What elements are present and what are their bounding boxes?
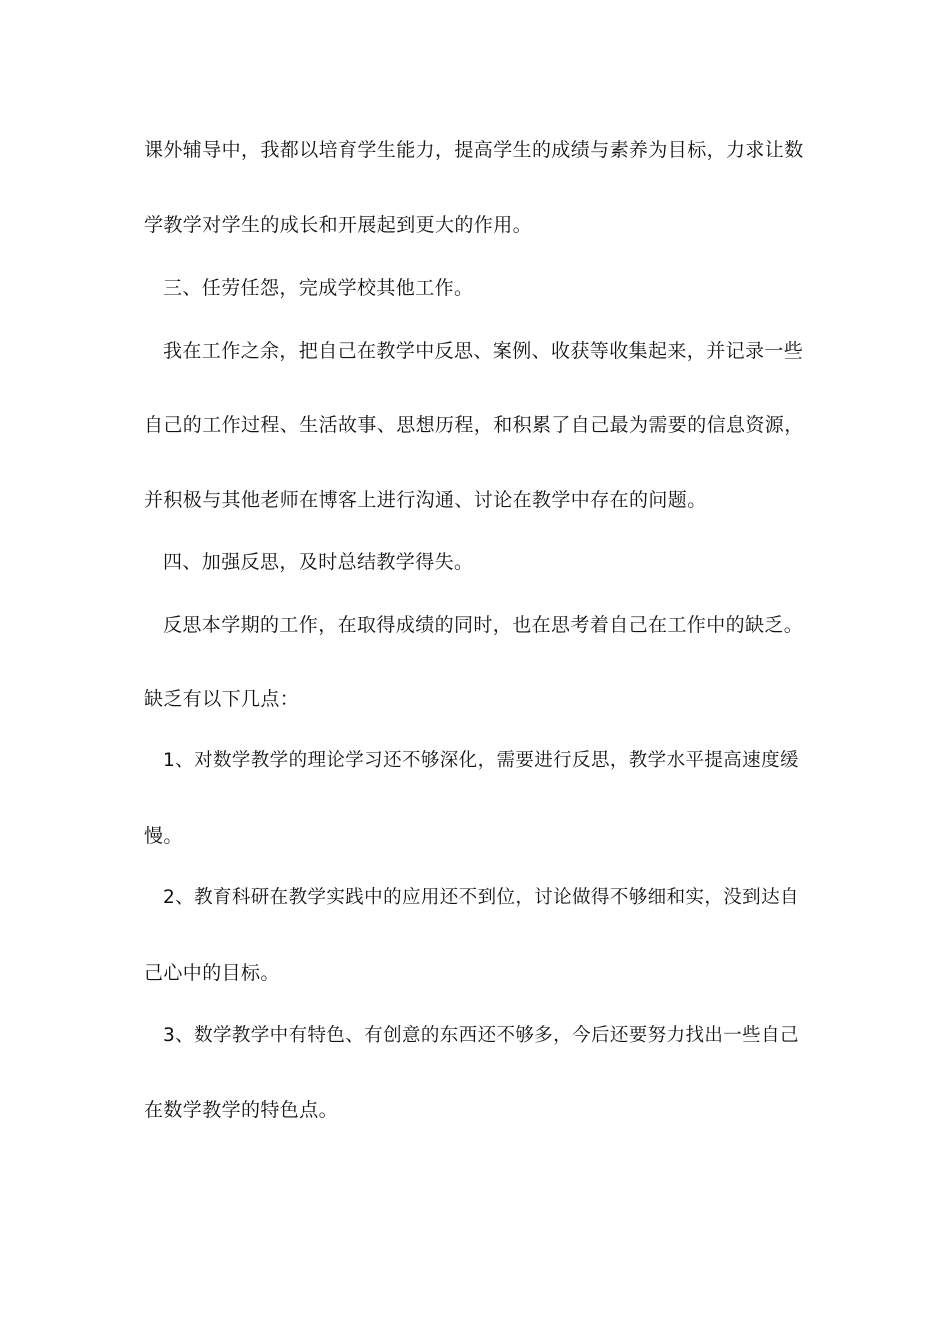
text-line: 学教学对学生的成长和开展起到更大的作用。 xyxy=(144,214,533,236)
paragraph-start: 反思本学期的工作，在取得成绩的同时，也在思考着自己在工作中的缺乏。 xyxy=(163,614,804,636)
list-item: 1、对数学教学的理论学习还不够深化，需要进行反思，教学水平提高速度缓 xyxy=(163,750,799,771)
text-line: 并积极与其他老师在博客上进行沟通、讨论在教学中存在的问题。 xyxy=(144,489,707,511)
text-line: 自己的工作过程、生活故事、思想历程，和积累了自己最为需要的信息资源， xyxy=(144,414,804,436)
text-line: 课外辅导中，我都以培育学生能力，提高学生的成绩与素养为目标，力求让数 xyxy=(144,139,804,161)
section-heading: 三、任劳任怨，完成学校其他工作。 xyxy=(163,277,474,299)
paragraph-start: 我在工作之余，把自己在教学中反思、案例、收获等收集起来，并记录一些 xyxy=(163,340,804,362)
text-line: 慢。 xyxy=(144,825,183,847)
text-line: 缺乏有以下几点： xyxy=(144,688,300,710)
section-heading: 四、加强反思，及时总结教学得失。 xyxy=(163,551,474,573)
list-item: 2、教育科研在教学实践中的应用还不到位，讨论做得不够细和实，没到达自 xyxy=(163,887,799,908)
text-line: 己心中的目标。 xyxy=(144,962,280,984)
list-item: 3、数学教学中有特色、有创意的东西还不够多，今后还要努力找出一些自己 xyxy=(163,1025,799,1046)
text-line: 在数学教学的特色点。 xyxy=(144,1099,339,1121)
